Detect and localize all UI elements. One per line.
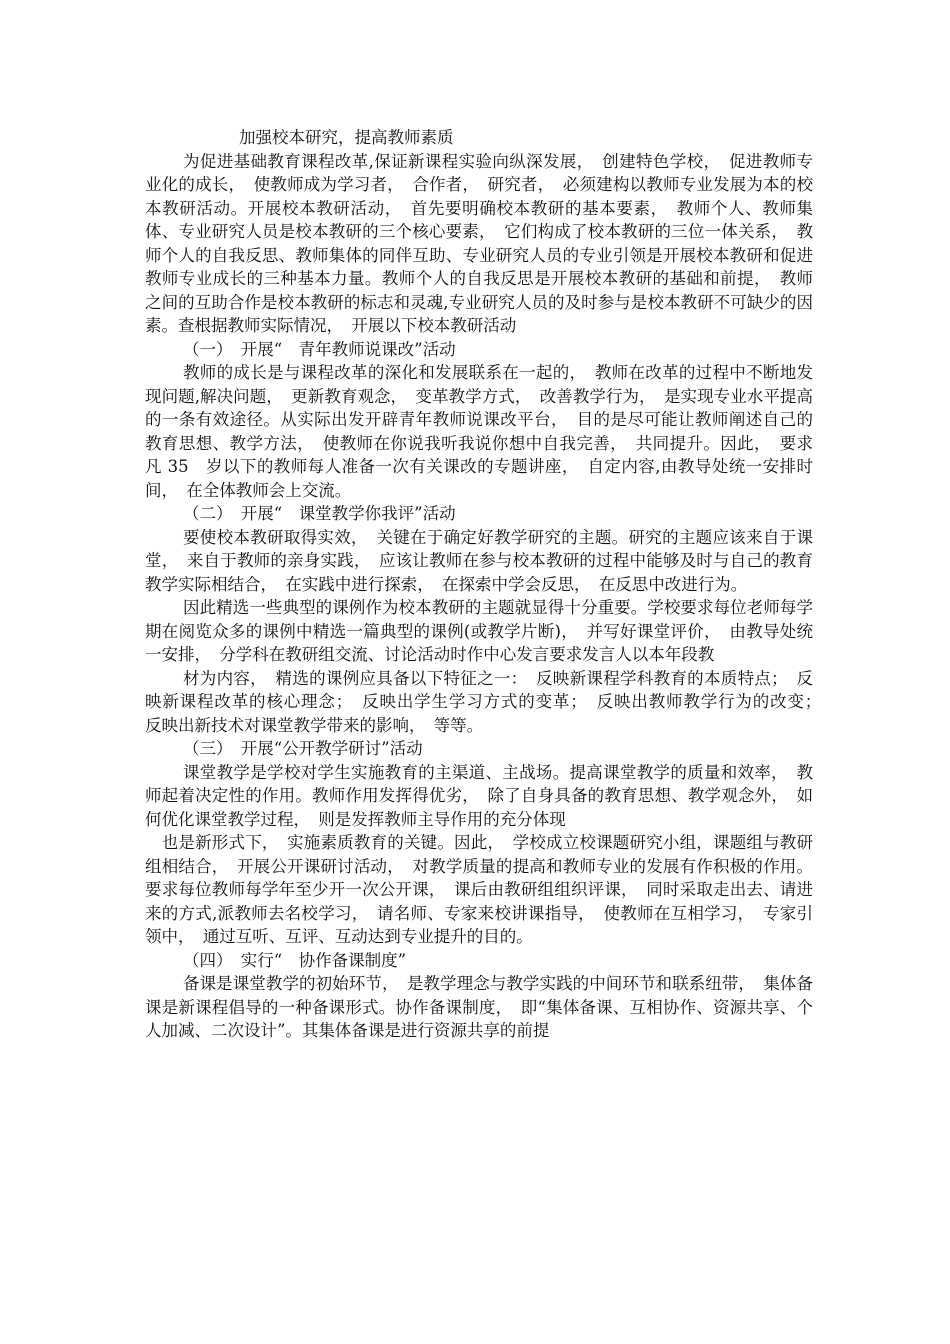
paragraph-section-1: 教师的成长是与课程改革的深化和发展联系在一起的， 教师在改革的过程中不断地发现问题,解决问题， 更新教育观念， 变革教学方式， 改善教学行为， 是实现专业水平提高的一条有效途径。从实际出发开辟青年教师说课改平台， 目的是尽可能让教师阐述自己的教育思想、教学方法， 使教师在你说我听我说你想中自我完善， 共同提升。因此， 要求凡 35 岁以下的教师每人准备一次有关课改的专题讲座， 自定内容,由教导处统一安排时间， 在全体教师会上交流。 — [145, 363, 813, 500]
paragraph-intro: 为促进基础教育课程改革,保证新课程实验向纵深发展， 创建特色学校， 促进教师专业化的成长， 使教师成为学习者， 合作者， 研究者， 必须建构以教师专业发展为本的校本教研活动。开展校本教研活动， 首先要明确校本教研的基本要素， 教师个人、教师集体、专业研究人员是校本教研的三个核心要素， 它们构成了校本教研的三位一体关系， 教师个人的自我反思、教师集体的同伴互助、专业研究人员的专业引领是开展校本教研和促进教师专业成长的三种基本力量。教师个人的自我反思是开展校本教研的基础和前提， 教师之间的互助合作是校本教研的标志和灵魂,专业研究人员的及时参与是校本教研不可缺少的因素。查根据教师实际情况， 开展以下校本教研活动 — [145, 151, 813, 335]
paragraph-section-4: 备课是课堂教学的初始环节， 是教学理念与教学实践的中间环节和联系纽带， 集体备课是新课程倡导的一种备课形式。协作备课制度， 即“集体备课、互相协作、资源共享、个人加减、二次设计”。其集体备课是进行资源共享的前提 — [145, 974, 813, 1040]
paragraph-section-3a: 课堂教学是学校对学生实施教育的主渠道、主战场。提高课堂教学的质量和效率， 教师起着决定性的作用。教师作用发挥得优劣， 除了自身具备的教育思想、教学观念外， 如何优化课堂教学过程， 则是发挥教师主导作用的充分体现 — [145, 762, 813, 829]
section-heading-1: （一） 开展“ 青年教师说课改”活动 — [183, 339, 456, 359]
paragraph-section-3b: 也是新形式下， 实施素质教育的关键。因此， 学校成立校课题研究小组，课题组与教研组相结合， 开展公开课研讨活动， 对教学质量的提高和教师专业的发展有作积极的作用。要求每位教师每学年至少开一次公开课， 课后由教研组组织评课， 同时采取走出去、请进来的方式,派教师去名校学习， 请名师、专家来校讲课指导， 使教师在互相学习， 专家引领中， 通过互听、互评、互动达到专业提升的目的。 — [145, 833, 813, 946]
document-body — [145, 126, 830, 1043]
section-heading-4: （四） 实行“ 协作备课制度” — [183, 950, 407, 970]
section-heading-3: （三） 开展“公开教学研讨”活动 — [183, 739, 423, 758]
paragraph-section-2c: 材为内容， 精选的课例应具备以下特征之一： 反映新课程学科教育的本质特点； 反映新课程改革的核心理念； 反映出学生学习方式的变革； 反映出教师教学行为的改变； 反映出新技术对课堂教学带来的影响， 等等。 — [145, 668, 830, 735]
document-title: 加强校本研究，提高教师素质 — [239, 128, 454, 147]
paragraph-section-2b: 因此精选一些典型的课例作为校本教研的主题就显得十分重要。学校要求每位老师每学期在阅览众多的课例中精选一篇典型的课例(或教学片断)， 并写好课堂评价， 由教导处统一安排， 分学科在教研组交流、讨论活动时作中心发言要求发言人以本年段教 — [145, 598, 813, 664]
paragraph-section-2a: 要使校本教研取得实效， 关键在于确定好教学研究的主题。研究的主题应该来自于课堂， 来自于教师的亲身实践， 应该让教师在参与校本教研的过程中能够及时与自己的教育教学实际相结合， 在实践中进行探索， 在探索中学会反思， 在反思中改进行为。 — [145, 527, 813, 594]
section-heading-2: （二） 开展“ 课堂教学你我评”活动 — [183, 504, 456, 523]
